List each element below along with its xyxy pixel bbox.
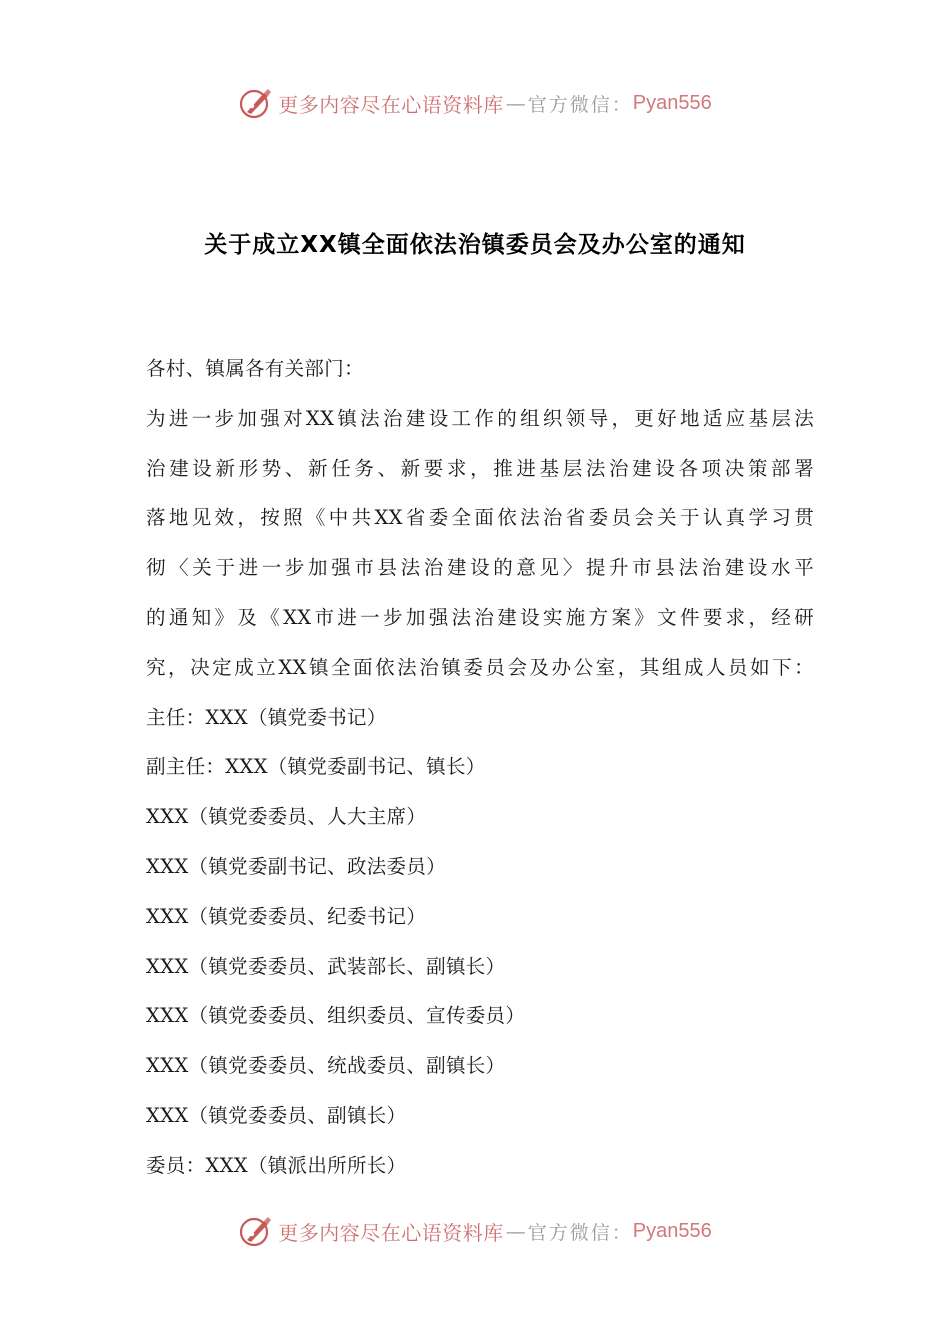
watermark-brand: 更多内容尽在心语资料库: [278, 1220, 504, 1245]
member-line: XXX（镇党委委员、副镇长）: [146, 1103, 407, 1127]
watermark-label: 官方微信：: [527, 93, 633, 116]
member-line: XXX（镇党委委员、组织委员、宣传委员）: [146, 1004, 526, 1028]
paragraph-line: 究，决定成立XX镇全面依法治镇委员会及办公室，其组成人员如下：: [146, 655, 814, 679]
member-line: XXX（镇党委委员、统战委员、副镇长）: [146, 1054, 506, 1078]
member-line: 副主任：XXX（镇党委副书记、镇长）: [146, 755, 486, 779]
watermark-brand: 更多内容尽在心语资料库: [278, 92, 504, 117]
paragraph-line: 为进一步加强对XX镇法治建设工作的组织领导，更好地适应基层法: [146, 406, 814, 430]
watermark-label: 官方微信：: [527, 1221, 633, 1244]
paragraph-line: 落地见效，按照《中共XX省委全面依法治省委员会关于认真学习贯: [146, 506, 814, 530]
salutation-line: 各村、镇属各有关部门：: [146, 357, 364, 380]
member-line: XXX（镇党委委员、武装部长、副镇长）: [146, 954, 506, 978]
paragraph-line: 彻〈关于进一步加强市县法治建设的意见〉提升市县法治建设水平: [146, 556, 814, 580]
document-body: [146, 344, 814, 1191]
member-line: 主任：XXX（镇党委书记）: [146, 705, 387, 729]
watermark-wechat-id: Pyan556: [632, 91, 712, 114]
member-line: XXX（镇党委副书记、政法委员）: [146, 854, 446, 878]
header-watermark: [0, 83, 950, 123]
pen-circle-logo-icon: [238, 85, 274, 121]
watermark-separator: —: [505, 91, 526, 115]
member-line: 委员：XXX（镇派出所所长）: [146, 1153, 407, 1177]
document-title: 关于成立XX镇全面依法治镇委员会及办公室的通知: [204, 232, 746, 258]
pen-circle-logo-icon: [238, 1213, 274, 1249]
paragraph-line: 治建设新形势、新任务、新要求，推进基层法治建设各项决策部署: [146, 456, 814, 480]
paragraph-line: 的通知》及《XX市进一步加强法治建设实施方案》文件要求，经研: [146, 605, 814, 629]
watermark-separator: —: [505, 1219, 526, 1243]
footer-watermark: [0, 1211, 950, 1251]
member-line: XXX（镇党委委员、纪委书记）: [146, 904, 427, 928]
watermark-wechat-id: Pyan556: [632, 1219, 712, 1242]
member-line: XXX（镇党委委员、人大主席）: [146, 805, 427, 829]
